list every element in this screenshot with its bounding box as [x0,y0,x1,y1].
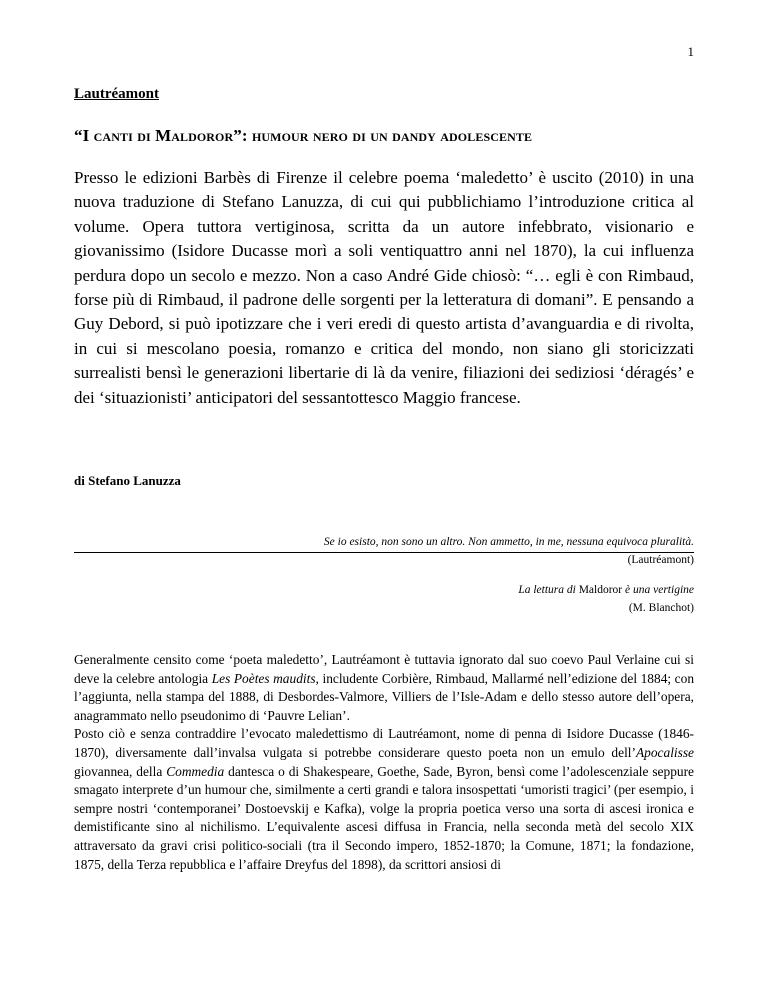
epigraph-source: (Lautréamont) [627,554,694,566]
body-paragraph-2 [74,725,694,874]
epigraph-quote-start: La lettura di [518,584,579,596]
epigraph-lautreamont [324,533,694,569]
body-text-run: giovannea, della [74,763,167,779]
body-text-run: dantesca o di Shakespeare, Goethe, Sade, Byron, bensì come l’adolescenziale seppure smagato interprete d’un humour che, similmente a certi grandi e talora insospettati ‘umoristi tragici’ (per esempio, i sempre nostri ‘contemporanei’ Dostoevskij e Kafka), volge la propria poetica verso una sorta di ascesi ironica e demistificante sino al nichilismo. L’equivalente ascesi diffusa in Francia, nella seconda metà del secolo XIX attraversato da gravi crisi politico-sociali (tra il Secondo impero, 1852-1870; la Comune, 1871; la fondazione, 1875, della Terza repubblica e l’affaire Dreyfus del 1898), da scrittori ansiosi di [74,763,694,872]
intro-paragraph: Presso le edizioni Barbès di Firenze il celebre poema ‘maledetto’ è uscito (2010) in una nuova traduzione di Stefano Lanuzza, di cui qui pubblichiamo l’introduzione critica al volume. Opera tuttora vertiginosa, scritta da un autore infebbrato, visionario e giovanissimo (Isidore Ducasse morì a soli ventiquattro anni nel 1870), la cui influenza perdura dopo un secolo e mezzo. Non a caso André Gide chiosò: “… egli è con Rimbaud, forse più di Rimbaud, il padrone delle sorgenti per la letteratura di domani”. E pensando a Guy Debord, si può ipotizzare che i veri eredi di questo artista d’avanguardia e di rivolta, in cui si mescolano poesia, romanzo e critica del mondo, non siano gli storicizzati surrealisti bensì le generazioni libertarie di là da venire, filiazioni dei sediziosi ‘déragés’ e dei ‘situazionisti’ anticipatori del sessantottesco Maggio francese. [74,168,694,407]
body-text [74,651,694,874]
epigraph-source: (M. Blanchot) [628,602,694,614]
book-title: Les Poètes maudits, [211,670,319,686]
body-paragraph-1 [74,651,694,725]
article-title: Lautréamont [74,86,159,102]
book-title: Apocalisse [635,744,694,760]
article-subtitle: “I canti di Maldoror”: humour nero di un dandy adolescente [74,126,533,145]
epigraph-quote-end: è una vertigine [622,584,694,596]
page-number: 1 [687,44,694,59]
body-text-run: Generalmente censito come ‘poeta maledetto’, Lautréamont è tuttavia ignorato dal suo coevo Paul Verlaine cui si deve la celebre antologia [74,652,694,686]
body-text-run: includente Corbière, Rimbaud, Mallarmé nell’edizione del 1884; con l’aggiunta, nella stampa del 1888, di Desbordes-Valmore, Villiers de l’Isle-Adam e dello stesso autore dell’opera, anagrammato nello pseudonimo di ‘Pauvre Lelian’. [74,670,695,723]
epigraph-blanchot [518,581,694,617]
epigraph-quote-title: Maldoror [578,584,623,596]
book-title: Commedia [166,763,225,779]
epigraph-quote [518,581,694,599]
body-text-run: Posto ciò e senza contraddire l’evocato maledettismo di Lautréamont, nome di penna di Isidore Ducasse (1846-1870), diversamente dall’invalsa vulgata si potrebbe considerare questo poeta non un emulo dell’ [74,726,694,760]
epigraph-quote: Se io esisto, non sono un altro. Non ammetto, in me, nessuna equivoca pluralità. [323,536,694,548]
author-byline: di Stefano Lanuzza [74,473,181,488]
